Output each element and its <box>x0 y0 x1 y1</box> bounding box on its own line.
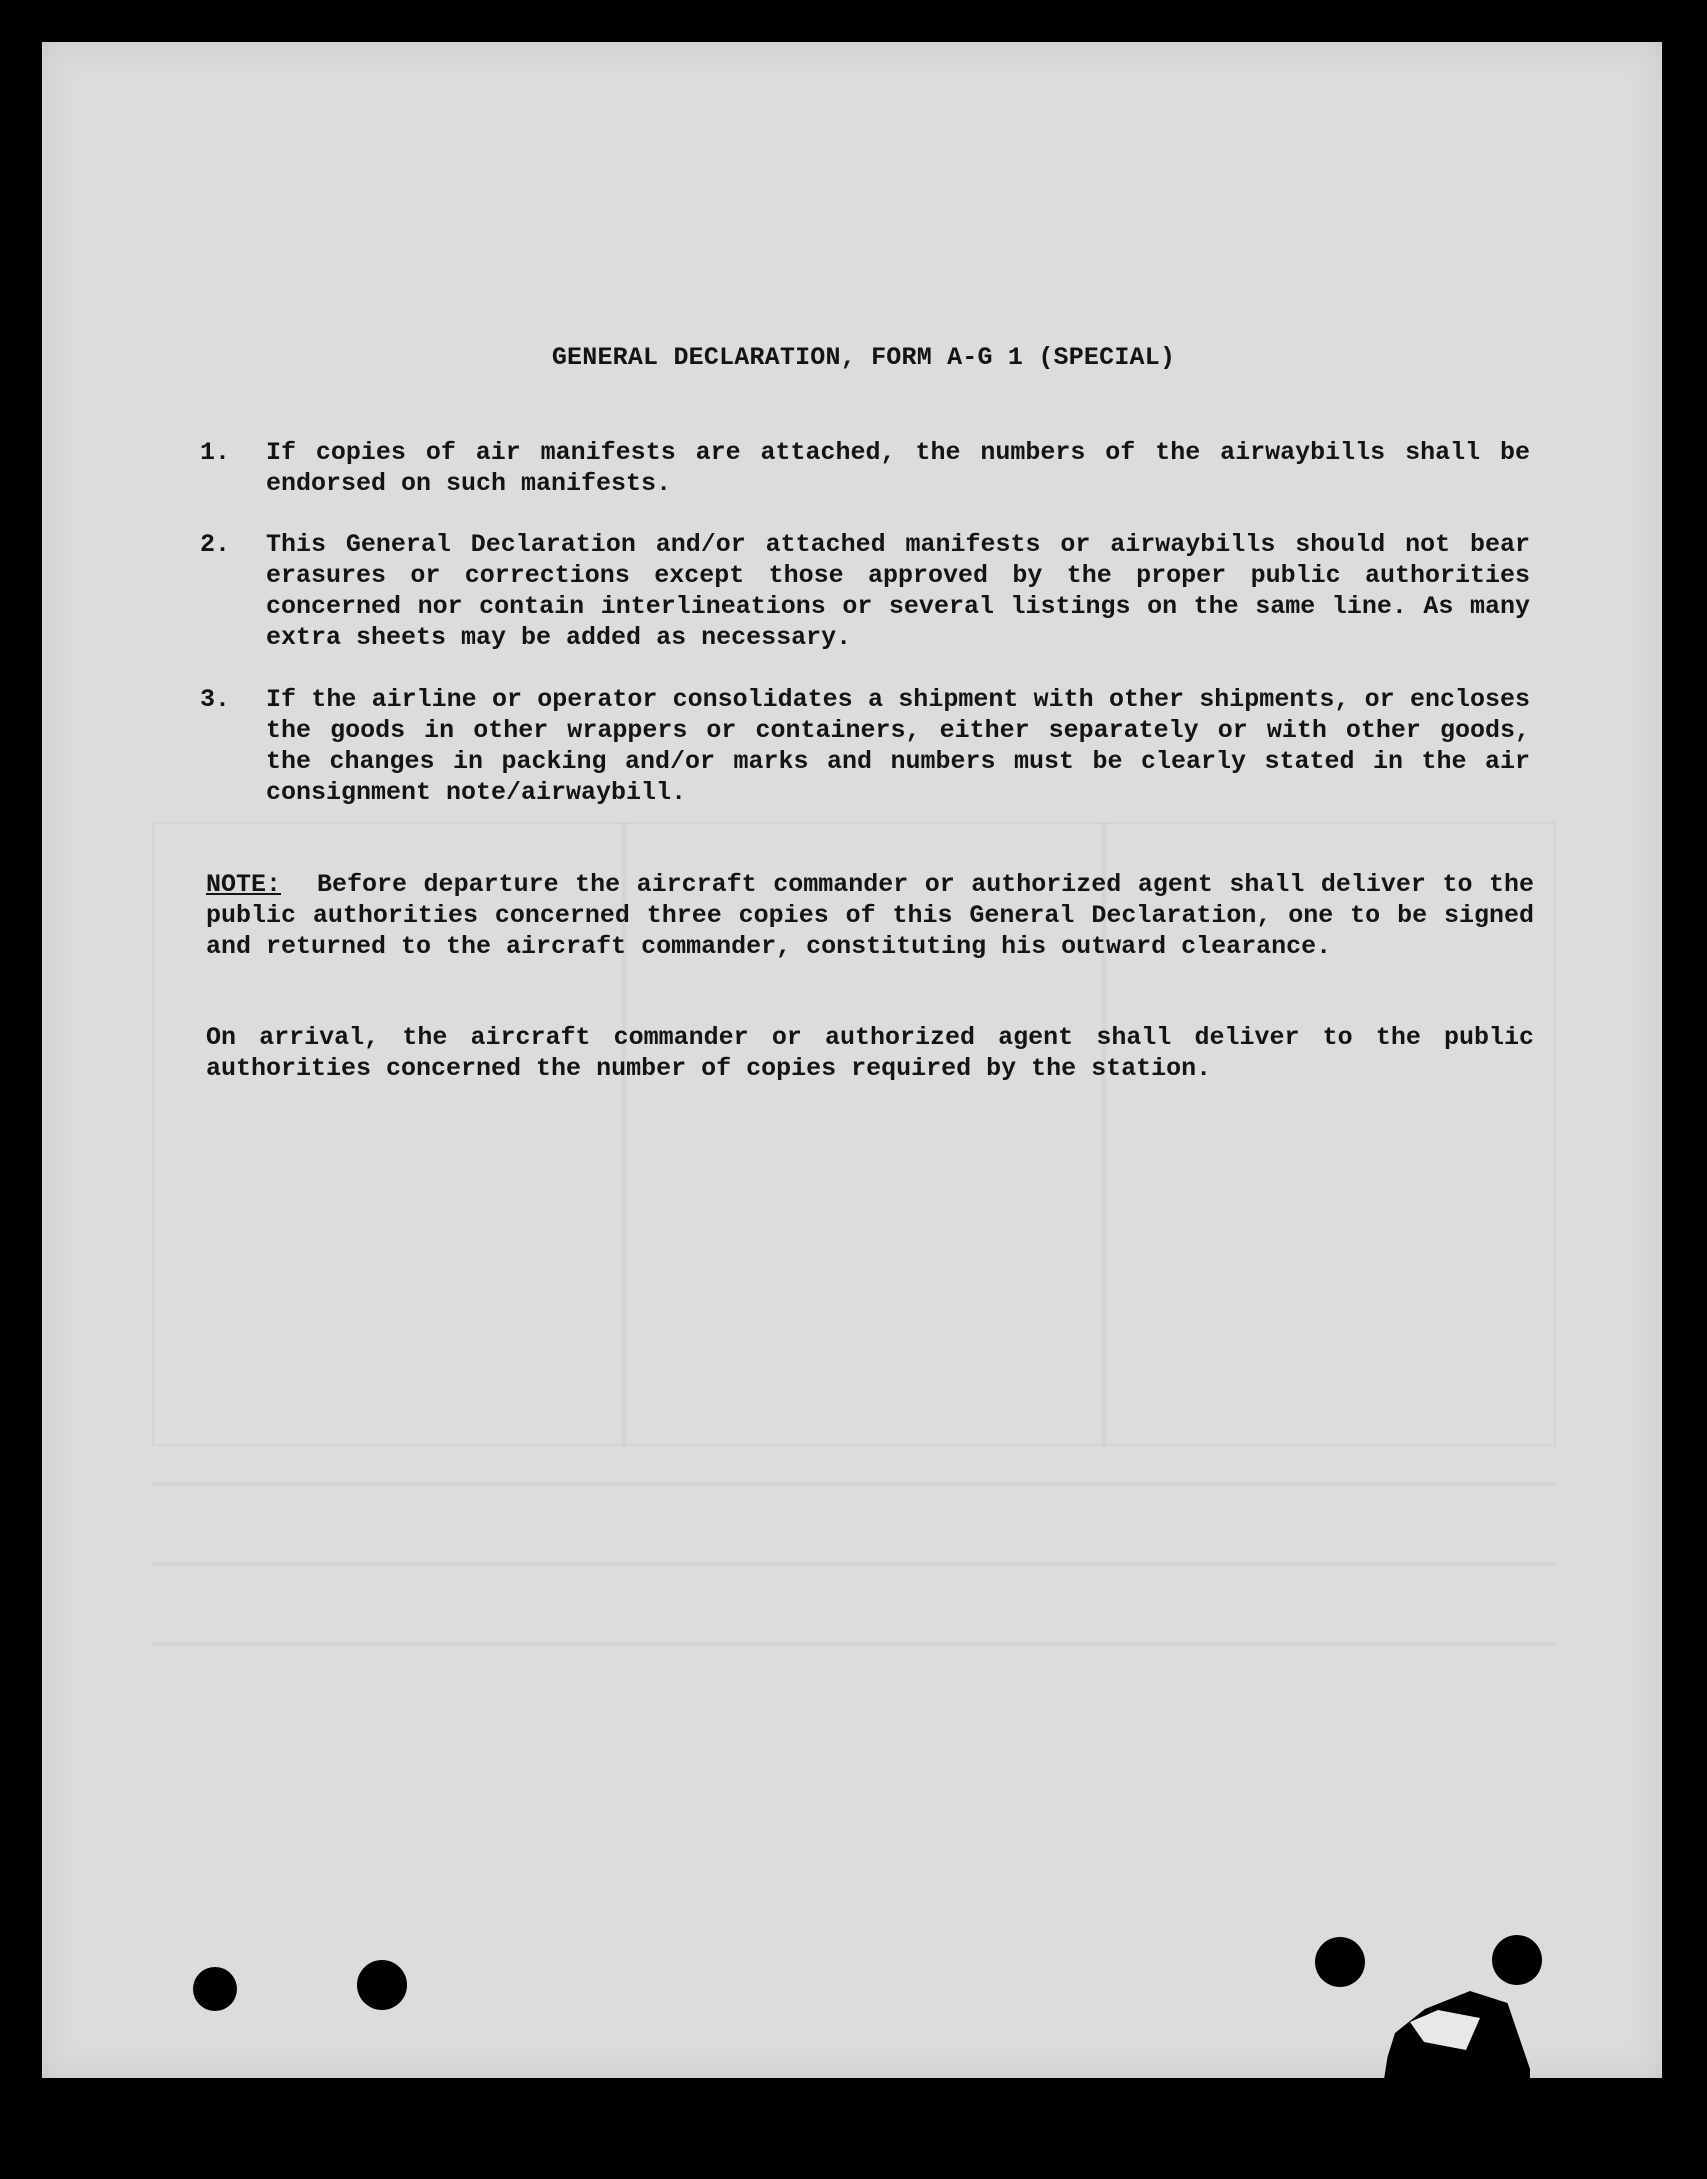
item-text: If copies of air manifests are attached, the numbers of the airwaybills shall be endorsed on such manifests. <box>266 438 1530 498</box>
punch-hole <box>1492 1935 1542 1985</box>
item-number: 2. <box>200 530 231 559</box>
bleed-through-rule <box>152 1562 1556 1566</box>
item-text: This General Declaration and/or attached manifests or airwaybills should not bear erasures or corrections except those approved by the proper public authorities concerned nor contain interlineations or several listings on the same line. As many extra sheets may be added as necessary. <box>266 530 1530 652</box>
punch-hole <box>1315 1937 1365 1987</box>
note-paragraph <box>206 869 1534 962</box>
note-label: NOTE: <box>206 870 282 899</box>
bleed-through-rule <box>152 1642 1556 1646</box>
punch-hole-torn <box>193 1967 237 2011</box>
item-number: 3. <box>200 685 231 714</box>
arrival-paragraph: On arrival, the aircraft commander or authorized agent shall deliver to the public authorities concerned the number of copies required by the station. <box>206 1023 1534 1083</box>
punch-hole <box>357 1960 407 2010</box>
note-text: Before departure the aircraft commander or authorized agent shall deliver to the public authorities concerned three copies of this General Declaration, one to be signed and returned to the aircraft commander, constituting his outward clearance. <box>206 870 1534 961</box>
item-number: 1. <box>200 438 231 467</box>
bleed-through-rule <box>152 1482 1556 1486</box>
document-title: GENERAL DECLARATION, FORM A-G 1 (SPECIAL) <box>551 343 1176 372</box>
item-text: If the airline or operator consolidates a shipment with other shipments, or encloses the goods in other wrappers or containers, either separately or with other goods, the changes in packing and/or marks and numbers must be clearly stated in the air consignment note/airwaybill. <box>266 685 1530 807</box>
